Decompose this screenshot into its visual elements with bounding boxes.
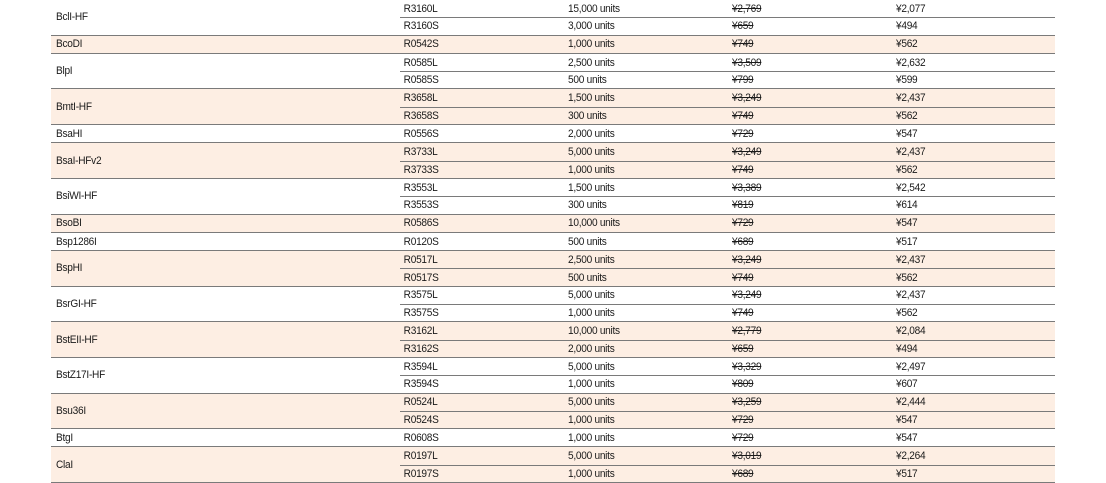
list-price-struck: ¥799 (732, 74, 754, 87)
catalog-number: R0524L (403, 396, 438, 409)
catalog-number: R0608S (403, 431, 439, 444)
catalog-number: R3160S (403, 20, 439, 33)
sale-price: ¥517 (896, 235, 918, 248)
table-row (400, 233, 1055, 250)
sale-price: ¥614 (896, 199, 918, 212)
product-name: BlpI (56, 65, 73, 78)
catalog-number: R3575L (403, 289, 438, 302)
table-row (400, 394, 1055, 411)
sale-price: ¥547 (896, 413, 918, 426)
unit-size: 1,000 units (568, 431, 615, 444)
product-name: BsaHI (56, 127, 83, 140)
unit-size: 5,000 units (568, 146, 615, 159)
table-row (400, 287, 1055, 304)
table-row (400, 411, 1055, 428)
catalog-number: R3658S (403, 109, 439, 122)
table-row (400, 17, 1055, 34)
sale-price: ¥494 (896, 342, 918, 355)
sale-price: ¥562 (896, 271, 918, 284)
product-group (51, 358, 1055, 394)
table-row (400, 340, 1055, 357)
catalog-number: R3575S (403, 307, 439, 320)
list-price-struck: ¥3,249 (732, 146, 762, 159)
catalog-number: R3733S (403, 163, 439, 176)
unit-size: 5,000 units (568, 396, 615, 409)
unit-size: 2,000 units (568, 342, 615, 355)
list-price-struck: ¥729 (732, 413, 754, 426)
catalog-number: R3553L (403, 181, 438, 194)
product-name: BsiWI-HF (56, 190, 98, 203)
catalog-number: R0556S (403, 127, 439, 140)
unit-size: 1,000 units (568, 467, 615, 480)
list-price-struck: ¥3,389 (732, 181, 762, 194)
unit-size: 500 units (568, 271, 607, 284)
sale-price: ¥562 (896, 307, 918, 320)
list-price-struck: ¥809 (732, 378, 754, 391)
product-group (51, 36, 1055, 54)
table-row (400, 215, 1055, 232)
product-name: BspHI (56, 262, 83, 275)
unit-size: 10,000 units (568, 217, 620, 230)
unit-size: 3,000 units (568, 20, 615, 33)
product-name: BsrGI-HF (56, 298, 97, 311)
unit-size: 5,000 units (568, 450, 615, 463)
catalog-number: R3162L (403, 324, 438, 337)
list-price-struck: ¥729 (732, 217, 754, 230)
unit-size: 1,500 units (568, 181, 615, 194)
product-group (51, 215, 1055, 233)
list-price-struck: ¥3,019 (732, 450, 762, 463)
list-price-struck: ¥3,249 (732, 92, 762, 105)
product-group (51, 0, 1055, 36)
unit-size: 2,500 units (568, 56, 615, 69)
catalog-number: R0585L (403, 56, 438, 69)
catalog-number: R0517L (403, 253, 438, 266)
product-name: BsoBI (56, 217, 82, 230)
unit-size: 15,000 units (568, 2, 620, 15)
product-name: Bsp1286I (56, 235, 97, 248)
list-price-struck: ¥659 (732, 342, 754, 355)
unit-size: 1,000 units (568, 163, 615, 176)
table-row (400, 125, 1055, 142)
sale-price: ¥562 (896, 109, 918, 122)
catalog-number: R0585S (403, 74, 439, 87)
sale-price: ¥547 (896, 431, 918, 444)
table-row (400, 179, 1055, 196)
sale-price: ¥517 (896, 467, 918, 480)
catalog-number: R0524S (403, 413, 439, 426)
catalog-number: R0542S (403, 38, 439, 51)
list-price-struck: ¥2,779 (732, 324, 762, 337)
list-price-struck: ¥749 (732, 109, 754, 122)
table-row (400, 447, 1055, 464)
product-name: BstEII-HF (56, 333, 98, 346)
list-price-struck: ¥3,509 (732, 56, 762, 69)
table-row (400, 429, 1055, 446)
sale-price: ¥494 (896, 20, 918, 33)
unit-size: 1,000 units (568, 307, 615, 320)
product-group (51, 322, 1055, 358)
sale-price: ¥607 (896, 378, 918, 391)
catalog-number: R0517S (403, 271, 439, 284)
sale-price: ¥547 (896, 217, 918, 230)
table-row (400, 304, 1055, 321)
list-price-struck: ¥3,329 (732, 360, 762, 373)
product-group (51, 143, 1055, 179)
unit-size: 1,000 units (568, 413, 615, 426)
unit-size: 1,000 units (568, 38, 615, 51)
product-name: Bsu36I (56, 404, 86, 417)
unit-size: 5,000 units (568, 360, 615, 373)
catalog-number: R0586S (403, 217, 439, 230)
table-row (400, 161, 1055, 178)
product-group (51, 429, 1055, 447)
table-row (400, 54, 1055, 71)
table-row (400, 89, 1055, 106)
sale-price: ¥2,437 (896, 289, 926, 302)
list-price-struck: ¥729 (732, 431, 754, 444)
catalog-number: R0197S (403, 467, 439, 480)
unit-size: 5,000 units (568, 289, 615, 302)
unit-size: 500 units (568, 235, 607, 248)
table-row (400, 251, 1055, 268)
product-group (51, 89, 1055, 125)
catalog-number: R0120S (403, 235, 439, 248)
table-row (400, 143, 1055, 160)
unit-size: 300 units (568, 199, 607, 212)
list-price-struck: ¥3,259 (732, 396, 762, 409)
sale-price: ¥2,632 (896, 56, 926, 69)
unit-size: 2,500 units (568, 253, 615, 266)
product-group (51, 287, 1055, 323)
table-row (400, 196, 1055, 213)
catalog-number: R3160L (403, 2, 438, 15)
table-row (400, 465, 1055, 482)
product-group (51, 125, 1055, 143)
product-name: BclI-HF (56, 11, 88, 24)
table-row (400, 107, 1055, 124)
sale-price: ¥2,264 (896, 450, 926, 463)
sale-price: ¥2,542 (896, 181, 926, 194)
unit-size: 2,000 units (568, 127, 615, 140)
list-price-struck: ¥749 (732, 307, 754, 320)
product-group (51, 251, 1055, 287)
sale-price: ¥562 (896, 163, 918, 176)
list-price-struck: ¥749 (732, 163, 754, 176)
table-row (400, 0, 1055, 17)
product-group (51, 233, 1055, 251)
sale-price: ¥2,437 (896, 92, 926, 105)
table-row (400, 71, 1055, 88)
product-name: BsaI-HFv2 (56, 154, 102, 167)
product-name: BstZ17I-HF (56, 369, 105, 382)
sale-price: ¥2,077 (896, 2, 926, 15)
sale-price: ¥2,497 (896, 360, 926, 373)
catalog-number: R3594S (403, 378, 439, 391)
catalog-number: R3553S (403, 199, 439, 212)
unit-size: 1,000 units (568, 378, 615, 391)
table-row (400, 268, 1055, 285)
unit-size: 10,000 units (568, 324, 620, 337)
product-name: BtgI (56, 431, 73, 444)
list-price-struck: ¥749 (732, 271, 754, 284)
list-price-struck: ¥689 (732, 235, 754, 248)
sale-price: ¥2,444 (896, 396, 926, 409)
catalog-number: R3162S (403, 342, 439, 355)
list-price-struck: ¥659 (732, 20, 754, 33)
product-group (51, 394, 1055, 430)
unit-size: 500 units (568, 74, 607, 87)
table-row (400, 358, 1055, 375)
product-group (51, 179, 1055, 215)
list-price-struck: ¥819 (732, 199, 754, 212)
list-price-struck: ¥2,769 (732, 2, 762, 15)
catalog-number: R3733L (403, 146, 438, 159)
product-group (51, 54, 1055, 90)
table-row (400, 322, 1055, 339)
table-row (400, 375, 1055, 392)
unit-size: 1,500 units (568, 92, 615, 105)
catalog-number: R3658L (403, 92, 438, 105)
sale-price: ¥2,084 (896, 324, 926, 337)
product-name: BmtI-HF (56, 100, 92, 113)
list-price-struck: ¥689 (732, 467, 754, 480)
product-name: BcoDI (56, 38, 83, 51)
sale-price: ¥562 (896, 38, 918, 51)
list-price-struck: ¥729 (732, 127, 754, 140)
sale-price: ¥2,437 (896, 146, 926, 159)
product-group (51, 447, 1055, 483)
sale-price: ¥2,437 (896, 253, 926, 266)
product-name: ClaI (56, 458, 73, 471)
list-price-struck: ¥3,249 (732, 253, 762, 266)
catalog-number: R0197L (403, 450, 438, 463)
sale-price: ¥547 (896, 127, 918, 140)
unit-size: 300 units (568, 109, 607, 122)
catalog-number: R3594L (403, 360, 438, 373)
sale-price: ¥599 (896, 74, 918, 87)
list-price-struck: ¥3,249 (732, 289, 762, 302)
list-price-struck: ¥749 (732, 38, 754, 51)
table-row (400, 36, 1055, 53)
price-table (51, 0, 1055, 483)
